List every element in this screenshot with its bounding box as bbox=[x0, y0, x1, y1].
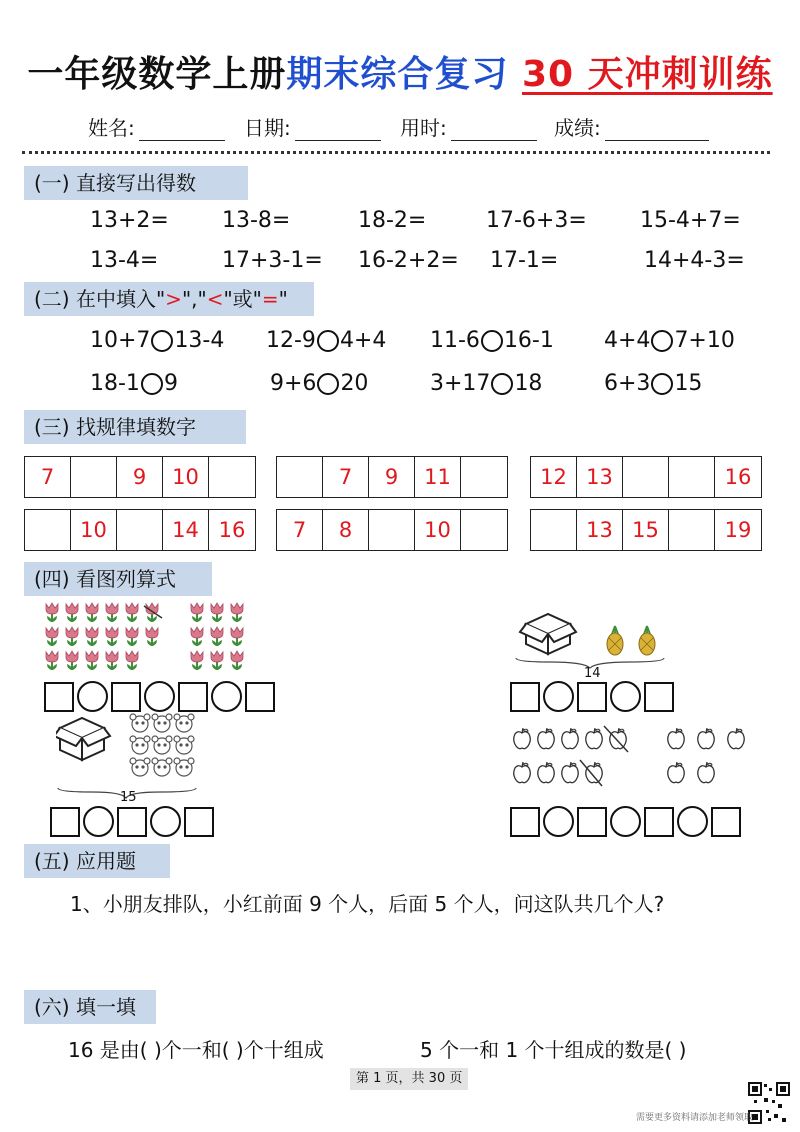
compare-item: 3+17 18 bbox=[430, 371, 543, 396]
answer-box[interactable] bbox=[644, 807, 674, 837]
answer-box[interactable] bbox=[577, 682, 607, 712]
sequence-cell[interactable]: 7 bbox=[25, 457, 71, 497]
sequence-cell[interactable] bbox=[461, 510, 507, 550]
operator-circle[interactable] bbox=[610, 681, 641, 712]
calc-item: 17+3-1= bbox=[222, 248, 323, 273]
calc-item: 13-8= bbox=[222, 208, 291, 233]
operator-circle[interactable] bbox=[543, 681, 574, 712]
date-label: 日期: bbox=[244, 116, 291, 140]
sequence-cell[interactable]: 7 bbox=[323, 457, 369, 497]
equation-blanks bbox=[50, 806, 217, 837]
total-label: 15 bbox=[120, 790, 137, 805]
operator-circle[interactable] bbox=[83, 806, 114, 837]
answer-box[interactable] bbox=[50, 807, 80, 837]
sequence-cell[interactable] bbox=[461, 457, 507, 497]
name-label: 姓名: bbox=[88, 116, 135, 140]
sequence-cell[interactable] bbox=[209, 457, 255, 497]
sequence-boxes bbox=[276, 456, 508, 498]
calc-item: 13-4= bbox=[90, 248, 159, 273]
box-and-pineapples-picture bbox=[514, 608, 674, 674]
sequence-cell[interactable] bbox=[25, 510, 71, 550]
compare-blank[interactable] bbox=[141, 373, 163, 395]
sequence-cell[interactable]: 10 bbox=[163, 457, 209, 497]
section-5-header: (五) 应用题 bbox=[24, 844, 170, 878]
sequence-cell[interactable] bbox=[277, 457, 323, 497]
section-6-header: (六) 填一填 bbox=[24, 990, 156, 1024]
compare-blank[interactable] bbox=[481, 330, 503, 352]
title-part2: 期末综合复习 bbox=[286, 54, 509, 95]
score-label: 成绩: bbox=[554, 116, 601, 140]
answer-box[interactable] bbox=[117, 807, 147, 837]
sequence-cell[interactable]: 15 bbox=[623, 510, 669, 550]
operator-circle[interactable] bbox=[610, 806, 641, 837]
footer-note: 需要更多资料请添加老师领取 bbox=[636, 1113, 754, 1123]
answer-box[interactable] bbox=[510, 682, 540, 712]
sequence-cell[interactable]: 9 bbox=[117, 457, 163, 497]
calc-item: 15-4+7= bbox=[640, 208, 741, 233]
operator-circle[interactable] bbox=[150, 806, 181, 837]
answer-box[interactable] bbox=[184, 807, 214, 837]
date-field[interactable] bbox=[244, 112, 381, 141]
calc-item: 18-2= bbox=[358, 208, 427, 233]
section-2-header: (二) 在中填入">","<"或"=" bbox=[24, 282, 314, 316]
sequence-cell[interactable]: 14 bbox=[163, 510, 209, 550]
total-label: 14 bbox=[584, 666, 601, 681]
sequence-boxes bbox=[530, 456, 762, 498]
answer-box[interactable] bbox=[178, 682, 208, 712]
calc-item: 13+2= bbox=[90, 208, 169, 233]
operator-circle[interactable] bbox=[77, 681, 108, 712]
sequence-cell[interactable]: 13 bbox=[577, 457, 623, 497]
apples-picture bbox=[512, 722, 756, 790]
sequence-cell[interactable] bbox=[369, 510, 415, 550]
compare-blank[interactable] bbox=[651, 373, 673, 395]
section-3-header: (三) 找规律填数字 bbox=[24, 410, 246, 444]
section-1-header: (一) 直接写出得数 bbox=[24, 166, 248, 200]
equation-blanks bbox=[44, 681, 278, 712]
page-indicator: 第 1 页，共 30 页 bbox=[350, 1068, 468, 1090]
sequence-cell[interactable]: 8 bbox=[323, 510, 369, 550]
fill-question: 16 是由( )个一和( )个十组成 bbox=[68, 1038, 324, 1062]
compare-item: 6+3 15 bbox=[604, 371, 703, 396]
title-part3: 30 天冲刺训练 bbox=[521, 54, 773, 95]
answer-box[interactable] bbox=[577, 807, 607, 837]
calc-item: 14+4-3= bbox=[644, 248, 745, 273]
word-problem: 1、小朋友排队，小红前面 9 个人，后面 5 个人，问这队共几个人? bbox=[70, 892, 665, 916]
compare-blank[interactable] bbox=[151, 330, 173, 352]
calc-item: 17-1= bbox=[490, 248, 559, 273]
operator-circle[interactable] bbox=[211, 681, 242, 712]
equation-blanks bbox=[510, 681, 677, 712]
sequence-cell[interactable]: 10 bbox=[415, 510, 461, 550]
compare-blank[interactable] bbox=[491, 373, 513, 395]
compare-item: 9+6 20 bbox=[270, 371, 369, 396]
sequence-cell[interactable]: 9 bbox=[369, 457, 415, 497]
sequence-cell[interactable]: 13 bbox=[577, 510, 623, 550]
time-label: 用时: bbox=[400, 116, 447, 140]
answer-box[interactable] bbox=[44, 682, 74, 712]
compare-item: 12-9 4+4 bbox=[266, 328, 387, 353]
sequence-cell[interactable]: 11 bbox=[415, 457, 461, 497]
tulips-picture bbox=[44, 602, 254, 674]
sequence-cell[interactable] bbox=[117, 510, 163, 550]
compare-blank[interactable] bbox=[317, 373, 339, 395]
answer-box[interactable] bbox=[245, 682, 275, 712]
compare-item: 4+4 7+10 bbox=[604, 328, 735, 353]
sequence-cell[interactable] bbox=[623, 457, 669, 497]
time-field[interactable] bbox=[400, 112, 537, 141]
answer-box[interactable] bbox=[510, 807, 540, 837]
sequence-cell[interactable]: 12 bbox=[531, 457, 577, 497]
compare-item: 18-1 9 bbox=[90, 371, 178, 396]
sequence-cell[interactable] bbox=[669, 510, 715, 550]
sequence-cell[interactable] bbox=[71, 457, 117, 497]
score-field[interactable] bbox=[554, 112, 709, 141]
calc-item: 16-2+2= bbox=[358, 248, 459, 273]
operator-circle[interactable] bbox=[144, 681, 175, 712]
answer-box[interactable] bbox=[111, 682, 141, 712]
page-title bbox=[0, 46, 800, 97]
sequence-cell[interactable]: 16 bbox=[724, 465, 752, 489]
operator-circle[interactable] bbox=[543, 806, 574, 837]
sequence-cell[interactable]: 7 bbox=[277, 510, 323, 550]
sequence-cell[interactable]: 16 bbox=[218, 518, 246, 542]
section-4-header: (四) 看图列算式 bbox=[24, 562, 212, 596]
operator-circle[interactable] bbox=[677, 806, 708, 837]
sequence-cell[interactable]: 19 bbox=[724, 518, 752, 542]
sequence-boxes bbox=[24, 509, 256, 551]
answer-box[interactable] bbox=[711, 807, 741, 837]
sequence-cell[interactable] bbox=[531, 510, 577, 550]
sequence-cell[interactable] bbox=[669, 457, 715, 497]
equation-blanks bbox=[510, 806, 744, 837]
sequence-boxes bbox=[530, 509, 762, 551]
qr-code-icon bbox=[748, 1082, 790, 1124]
fill-question: 5 个一和 1 个十组成的数是( ) bbox=[420, 1038, 687, 1062]
compare-blank[interactable] bbox=[651, 330, 673, 352]
divider bbox=[22, 151, 770, 154]
answer-box[interactable] bbox=[644, 682, 674, 712]
sequence-boxes bbox=[24, 456, 256, 498]
sequence-boxes bbox=[276, 509, 508, 551]
compare-blank[interactable] bbox=[317, 330, 339, 352]
title-part1: 一年级数学上册 bbox=[27, 54, 287, 95]
calc-item: 17-6+3= bbox=[486, 208, 587, 233]
compare-item: 11-6 16-1 bbox=[430, 328, 554, 353]
sequence-cell[interactable]: 10 bbox=[71, 510, 117, 550]
compare-item: 10+7 13-4 bbox=[90, 328, 225, 353]
name-field[interactable] bbox=[88, 112, 225, 141]
